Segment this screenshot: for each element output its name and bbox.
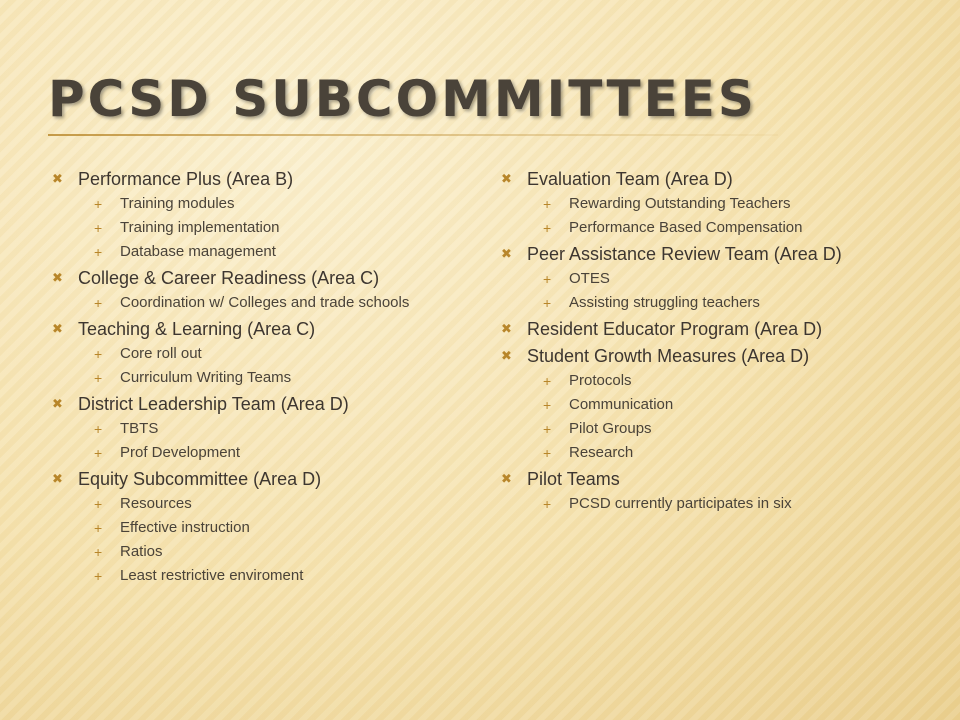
sub-bullet-label: TBTS: [120, 420, 159, 437]
sub-bullet-label: Performance Based Compensation: [569, 219, 803, 236]
sub-bullet-label: OTES: [569, 270, 610, 287]
bullet-item: [48, 166, 493, 264]
left-column: [48, 166, 493, 588]
plus-bullet-icon: +: [94, 220, 103, 236]
plus-bullet-icon: +: [94, 421, 103, 437]
sub-bullet-item: [527, 291, 942, 315]
sub-bullet-item: [78, 516, 493, 540]
sub-bullet-item: [78, 291, 493, 315]
bullet-label: District Leadership Team (Area D): [78, 394, 349, 414]
plus-bullet-icon: +: [543, 397, 552, 413]
sub-bullet-item: [527, 369, 942, 393]
sub-bullet-label: Least restrictive enviroment: [120, 567, 304, 584]
plus-bullet-icon: +: [94, 295, 103, 311]
sub-bullet-item: [78, 192, 493, 216]
sub-bullet-list: [78, 342, 493, 390]
plus-bullet-icon: +: [543, 496, 552, 512]
sub-bullet-label: Training modules: [120, 195, 235, 212]
bullet-item: [48, 391, 493, 465]
sub-bullet-item: [527, 492, 942, 516]
plus-bullet-icon: +: [94, 496, 103, 512]
bullet-item: [497, 466, 942, 516]
sub-bullet-item: [78, 492, 493, 516]
sub-bullet-item: [78, 417, 493, 441]
sub-bullet-label: Database management: [120, 243, 276, 260]
right-bullet-list: [497, 166, 942, 516]
bullet-label: Performance Plus (Area B): [78, 169, 294, 189]
sub-bullet-list: [527, 369, 942, 465]
x-bullet-icon: ✖: [501, 246, 512, 261]
plus-bullet-icon: +: [543, 421, 552, 437]
sub-bullet-item: [78, 441, 493, 465]
plus-bullet-icon: +: [94, 520, 103, 536]
x-bullet-icon: ✖: [501, 171, 512, 186]
bullet-label: Equity Subcommittee (Area D): [78, 469, 322, 489]
title-underline: [48, 134, 778, 136]
x-bullet-icon: ✖: [501, 348, 512, 363]
sub-bullet-label: Core roll out: [120, 345, 202, 362]
sub-bullet-item: [527, 441, 942, 465]
sub-bullet-label: Assisting struggling teachers: [569, 294, 760, 311]
right-column: [497, 166, 942, 516]
bullet-label: Evaluation Team (Area D): [527, 169, 733, 189]
bullet-label: College & Career Readiness (Area C): [78, 268, 380, 288]
sub-bullet-list: [78, 192, 493, 264]
bullet-label: Student Growth Measures (Area D): [527, 346, 810, 366]
x-bullet-icon: ✖: [501, 471, 512, 486]
sub-bullet-item: [78, 564, 493, 588]
sub-bullet-item: [527, 192, 942, 216]
bullet-item: [497, 241, 942, 315]
sub-bullet-item: [527, 417, 942, 441]
plus-bullet-icon: +: [543, 271, 552, 287]
sub-bullet-label: Resources: [120, 495, 192, 512]
plus-bullet-icon: +: [94, 544, 103, 560]
x-bullet-icon: ✖: [501, 321, 512, 336]
sub-bullet-label: Effective instruction: [120, 519, 250, 536]
sub-bullet-label: Rewarding Outstanding Teachers: [569, 195, 791, 212]
left-bullet-list: [48, 166, 493, 588]
sub-bullet-list: [527, 267, 942, 315]
plus-bullet-icon: +: [543, 196, 552, 212]
plus-bullet-icon: +: [543, 445, 552, 461]
plus-bullet-icon: +: [543, 295, 552, 311]
plus-bullet-icon: +: [94, 568, 103, 584]
x-bullet-icon: ✖: [52, 171, 63, 186]
bullet-label: Resident Educator Program (Area D): [527, 319, 823, 339]
x-bullet-icon: ✖: [52, 321, 63, 336]
sub-bullet-label: Research: [569, 444, 634, 461]
sub-bullet-list: [78, 492, 493, 588]
sub-bullet-item: [78, 540, 493, 564]
sub-bullet-label: Curriculum Writing Teams: [120, 369, 292, 386]
bullet-item: [497, 343, 942, 465]
plus-bullet-icon: +: [94, 346, 103, 362]
sub-bullet-label: PCSD currently participates in six: [569, 495, 792, 512]
sub-bullet-label: Training implementation: [120, 219, 280, 236]
plus-bullet-icon: +: [94, 196, 103, 212]
sub-bullet-list: [527, 492, 942, 516]
bullet-label: Pilot Teams: [527, 469, 620, 489]
sub-bullet-label: Pilot Groups: [569, 420, 652, 437]
bullet-label: Peer Assistance Review Team (Area D): [527, 244, 842, 264]
x-bullet-icon: ✖: [52, 396, 63, 411]
bullet-item: [48, 466, 493, 588]
bullet-item: [48, 265, 493, 315]
sub-bullet-list: [78, 291, 493, 315]
sub-bullet-label: Protocols: [569, 372, 632, 389]
sub-bullet-item: [78, 240, 493, 264]
sub-bullet-item: [78, 216, 493, 240]
plus-bullet-icon: +: [94, 244, 103, 260]
sub-bullet-item: [527, 393, 942, 417]
plus-bullet-icon: +: [94, 445, 103, 461]
bullet-label: Teaching & Learning (Area C): [78, 319, 316, 339]
sub-bullet-item: [78, 366, 493, 390]
plus-bullet-icon: +: [543, 220, 552, 236]
sub-bullet-item: [527, 216, 942, 240]
bullet-item: [497, 166, 942, 240]
slide-title: PCSD SUBCOMMITTEES: [48, 70, 757, 128]
sub-bullet-label: Communication: [569, 396, 674, 413]
sub-bullet-list: [78, 417, 493, 465]
bullet-item: [497, 316, 942, 342]
sub-bullet-item: [527, 267, 942, 291]
plus-bullet-icon: +: [94, 370, 103, 386]
x-bullet-icon: ✖: [52, 270, 63, 285]
plus-bullet-icon: +: [543, 373, 552, 389]
sub-bullet-item: [78, 342, 493, 366]
sub-bullet-label: Prof Development: [120, 444, 241, 461]
bullet-item: [48, 316, 493, 390]
sub-bullet-label: Coordination w/ Colleges and trade schools: [120, 294, 410, 311]
sub-bullet-label: Ratios: [120, 543, 163, 560]
sub-bullet-list: [527, 192, 942, 240]
x-bullet-icon: ✖: [52, 471, 63, 486]
